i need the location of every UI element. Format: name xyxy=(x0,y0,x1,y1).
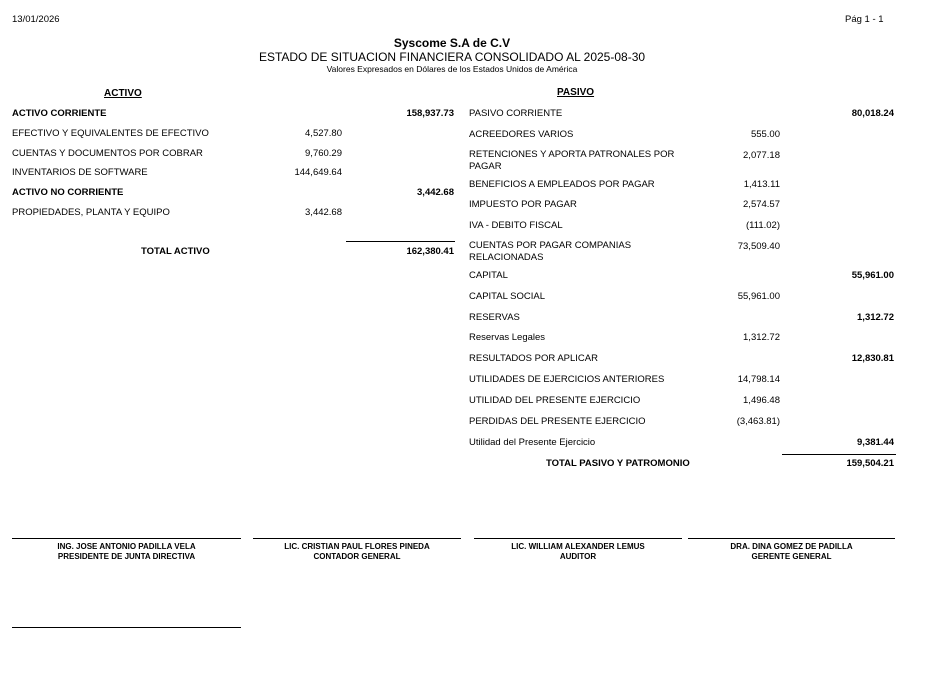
capital-social-label: CAPITAL SOCIAL xyxy=(469,291,546,302)
total-activo-label: TOTAL ACTIVO xyxy=(141,246,210,257)
total-pasivo-label: TOTAL PASIVO Y PATROMONIO xyxy=(546,458,690,469)
iva-value: (111.02) xyxy=(746,220,780,231)
acreedores-label: ACREEDORES VARIOS xyxy=(469,129,574,140)
signature-name: LIC. CRISTIAN PAUL FLORES PINEDA xyxy=(284,542,430,551)
reservas-total: 1,312.72 xyxy=(857,312,894,323)
signature-line-extra xyxy=(12,627,241,628)
signature-role: CONTADOR GENERAL xyxy=(313,552,401,561)
print-date: 13/01/2026 xyxy=(12,14,60,25)
resultados-total: 12,830.81 xyxy=(851,353,894,364)
capital-total: 55,961.00 xyxy=(851,270,894,281)
retenciones-label: RETENCIONES Y APORTA PATRONALES POR PAGAR xyxy=(469,149,675,172)
signature-line-gerente xyxy=(688,538,895,539)
utilidad-presente-label: UTILIDAD DEL PRESENTE EJERCICIO xyxy=(469,395,641,406)
signature-role: GERENTE GENERAL xyxy=(751,552,832,561)
cuentas-relacionadas-label: CUENTAS POR PAGAR COMPANIAS RELACIONADAS xyxy=(469,240,632,263)
utilidades-anteriores-label: UTILIDADES DE EJERCICIOS ANTERIORES xyxy=(469,374,665,385)
pasivo-heading: PASIVO xyxy=(557,87,595,98)
activo-corriente-total: 158,937.73 xyxy=(406,108,454,119)
utilidad-presente-value: 1,496.48 xyxy=(743,395,780,406)
signature-name: DRA. DINA GOMEZ DE PADILLA xyxy=(730,542,853,551)
signature-name: LIC. WILLIAM ALEXANDER LEMUS xyxy=(511,542,645,551)
propiedades-label: PROPIEDADES, PLANTA Y EQUIPO xyxy=(12,207,170,218)
inventarios-label: INVENTARIOS DE SOFTWARE xyxy=(12,167,148,178)
propiedades-value: 3,442.68 xyxy=(305,207,342,218)
impuesto-label: IMPUESTO POR PAGAR xyxy=(469,199,577,210)
page-number: Pág 1 - 1 xyxy=(845,14,884,25)
signature-auditor xyxy=(474,542,682,562)
cuentas-relacionadas-value: 73,509.40 xyxy=(737,241,780,252)
beneficios-label: BENEFICIOS A EMPLEADOS POR PAGAR xyxy=(469,179,655,190)
total-activo-value: 162,380.41 xyxy=(406,246,454,257)
utilidad-presente-ejercicio-label: Utilidad del Presente Ejercicio xyxy=(469,437,596,448)
utilidad-presente-ejercicio-total: 9,381.44 xyxy=(857,437,894,448)
signature-role: AUDITOR xyxy=(559,552,597,561)
perdidas-value: (3,463.81) xyxy=(736,416,780,427)
reservas-label: RESERVAS xyxy=(469,312,520,323)
resultados-label: RESULTADOS POR APLICAR xyxy=(469,353,598,364)
total-pasivo-rule xyxy=(782,454,896,455)
pasivo-corriente-total: 80,018.24 xyxy=(851,108,894,119)
reservas-legales-label: Reservas Legales xyxy=(469,332,546,343)
signature-line-presidente xyxy=(12,538,241,539)
signature-line-contador xyxy=(253,538,461,539)
efectivo-value: 4,527.80 xyxy=(305,128,342,139)
total-pasivo-value: 159,504.21 xyxy=(846,458,894,469)
beneficios-value: 1,413.11 xyxy=(743,179,780,190)
report-title: ESTADO DE SITUACION FINANCIERA CONSOLIDADO AL 2025-08-30 xyxy=(258,50,646,64)
total-activo-rule xyxy=(346,241,455,242)
signature-role: PRESIDENTE DE JUNTA DIRECTIVA xyxy=(57,552,196,561)
acreedores-value: 555.00 xyxy=(750,129,780,140)
capital-label: CAPITAL xyxy=(469,270,508,281)
activo-heading: ACTIVO xyxy=(104,88,142,99)
efectivo-label: EFECTIVO Y EQUIVALENTES DE EFECTIVO xyxy=(12,128,209,139)
activo-corriente-label: ACTIVO CORRIENTE xyxy=(12,108,107,119)
signature-name: ING. JOSE ANTONIO PADILLA VELA xyxy=(57,542,196,551)
activo-no-corriente-label: ACTIVO NO CORRIENTE xyxy=(12,187,124,198)
signature-presidente xyxy=(12,542,241,562)
pasivo-corriente-label: PASIVO CORRIENTE xyxy=(469,108,563,119)
signature-line-auditor xyxy=(474,538,682,539)
capital-social-value: 55,961.00 xyxy=(737,291,780,302)
retenciones-value: 2,077.18 xyxy=(743,150,780,161)
reservas-legales-value: 1,312.72 xyxy=(743,332,780,343)
iva-label: IVA - DEBITO FISCAL xyxy=(469,220,563,231)
perdidas-label: PERDIDAS DEL PRESENTE EJERCICIO xyxy=(469,416,646,427)
inventarios-value: 144,649.64 xyxy=(294,167,342,178)
signature-contador xyxy=(253,542,461,562)
company-name: Syscome S.A de C.V xyxy=(393,36,511,50)
cuentas-cobrar-value: 9,760.29 xyxy=(305,148,342,159)
cuentas-cobrar-label: CUENTAS Y DOCUMENTOS POR COBRAR xyxy=(12,148,203,159)
impuesto-value: 2,574.57 xyxy=(743,199,780,210)
utilidades-anteriores-value: 14,798.14 xyxy=(737,374,780,385)
currency-note: Valores Expresados en Dólares de los Estados Unidos de América xyxy=(326,64,578,74)
activo-no-corriente-total: 3,442.68 xyxy=(417,187,454,198)
signature-gerente xyxy=(688,542,895,562)
